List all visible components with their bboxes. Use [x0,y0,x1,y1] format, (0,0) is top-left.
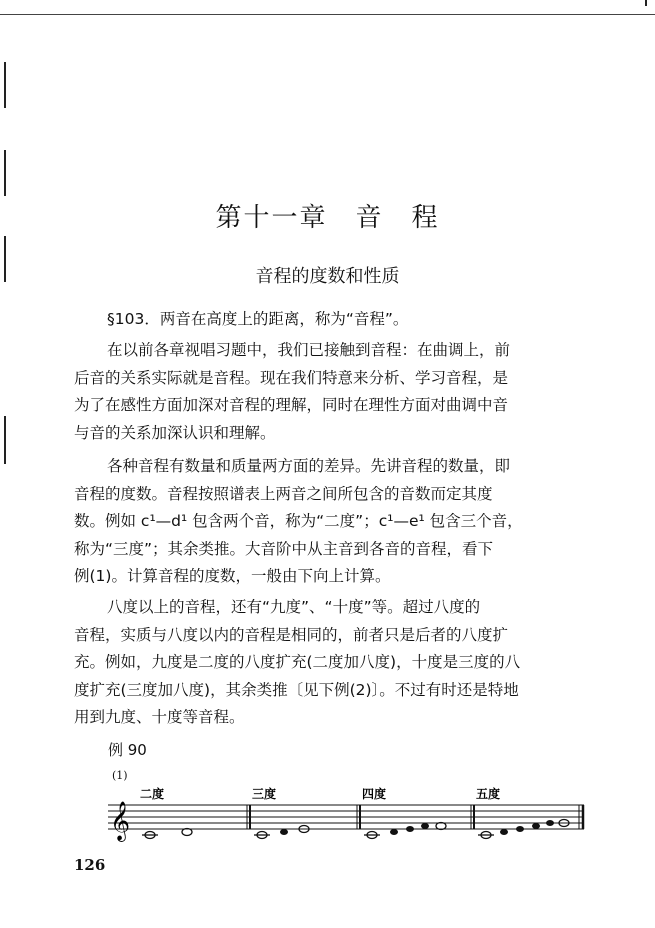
interval-label: 二度 [140,787,165,801]
paragraph-definition [74,306,584,334]
whole-note [436,823,446,830]
paragraph-line: 后音的关系实际就是音程。现在我们特意来分析、学习音程，是 [74,368,509,387]
paragraph-line: 称为“三度”；其余类推。大音阶中从主音到各音的音程，看下 [74,539,494,558]
chapter-title: 第十一章 音 程 [215,203,440,233]
scan-edge-mark [4,62,6,108]
paragraph-line: 在以前各章视唱习题中，我们已接触到音程：在曲调上，前 [107,341,511,359]
staff-notation [100,780,600,850]
quarter-note [406,826,414,832]
example-label: 例 90 [108,741,147,759]
paragraph-line: 用到九度、十度等音程。 [74,708,245,726]
paragraph-line: 音程，实质与八度以内的音程是相同的，前者只是后者的八度扩 [74,625,509,644]
paragraph-line: 数。例如 c¹—d¹ 包含两个音，称为“二度”；c¹—e¹ 包含三个音， [74,512,523,530]
paragraph-line: 与音的关系加深认识和理解。 [74,423,276,442]
treble-clef-icon: 𝄞 [110,801,131,841]
paragraph-intro [74,337,584,447]
quarter-note [516,826,524,832]
interval-label: 三度 [252,787,277,801]
quarter-note [280,829,288,835]
paragraph-line: 音程的度数。音程按照谱表上两音之间所包含的音数而定其度 [74,484,493,503]
quarter-note [500,829,508,835]
paragraph-line: 各种音程有数量和质量两方面的差异。先讲音程的数量，即 [107,457,511,475]
paragraph-degrees [74,453,584,591]
paragraph-line: 例(1)。计算音程的度数，一般由下向上计算。 [74,567,391,585]
paragraph-line: 为了在感性方面加深对音程的理解，同时在理性方面对曲调中音 [74,396,509,414]
scan-edge-mark [4,150,6,196]
paragraph-compound [74,594,584,732]
quarter-note [421,823,429,829]
staff-lines [108,805,584,829]
example-sub-label: (1) [112,769,128,782]
passing-notes [280,820,554,835]
paragraph-line: 度扩充(三度加八度)，其余类推〔见下例(2)〕。不过有时还是特地 [74,680,519,699]
scan-mark [645,0,647,6]
interval-label: 五度 [476,787,501,801]
quarter-note [532,823,540,829]
page-number: 126 [74,856,106,874]
music-staff-example [100,780,600,850]
quarter-note [546,820,554,826]
paragraph-line: 充。例如，九度是二度的八度扩充(二度加八度)，十度是三度的八 [74,653,521,671]
quarter-note [390,829,398,835]
whole-note [182,829,192,836]
scan-edge-mark [4,416,6,464]
section-title: 音程的度数和性质 [255,266,400,287]
top-rule [0,14,655,15]
paragraph-line: 八度以上的音程，还有“九度”、“十度”等。超过八度的 [107,598,481,616]
paragraph-line: §103．两音在高度上的距离，称为“音程”。 [107,310,409,328]
interval-label: 四度 [362,787,387,801]
